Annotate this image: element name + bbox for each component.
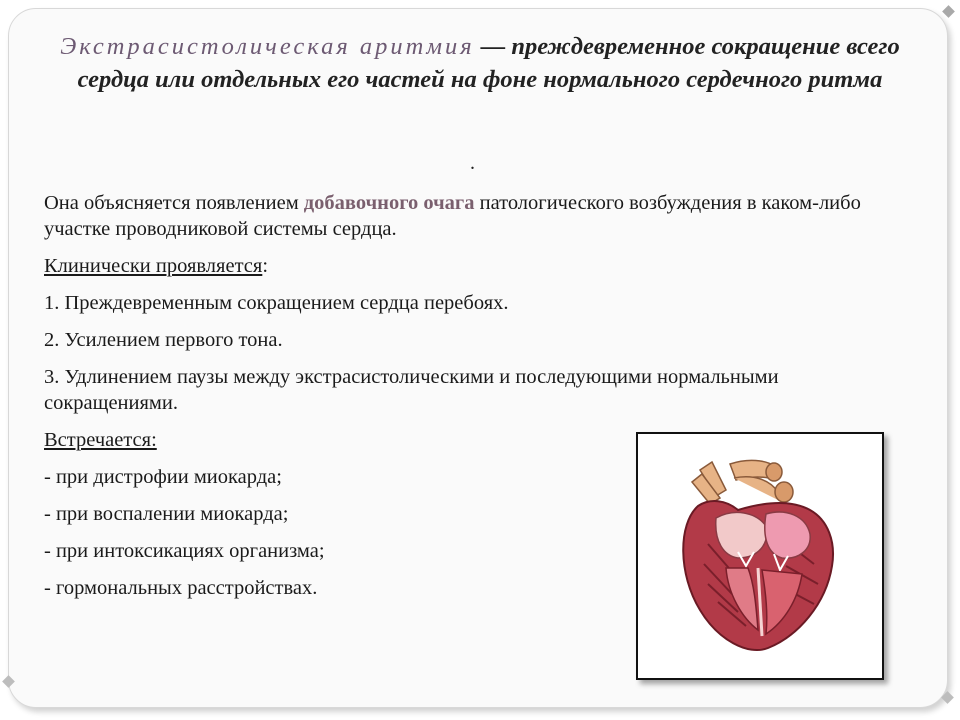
title-definition: преждевременное сокращение всего сердца или отдельных его частей на фоне нормального сердечного ритма xyxy=(77,33,900,93)
list-item: 3. Удлинением паузы между экстрасистолическими и последующими нормальными сокращениями. xyxy=(44,366,779,414)
list-item: 1. Преждевременным сокращением сердца перебоях. xyxy=(44,292,509,314)
condition-item: - при интоксикациях организма; xyxy=(44,540,325,562)
condition-item: - гормональных расстройствах. xyxy=(44,577,318,599)
occurs-label: Встречается: xyxy=(44,429,157,451)
clinical-colon: : xyxy=(262,255,269,277)
slide-title xyxy=(30,30,930,96)
title-dash: — xyxy=(474,33,512,60)
intro-text-end: патологического возбуждения в каком-либо участке проводниковой системы сердца. xyxy=(44,192,861,240)
title-accent: Экстрасистолическая аритмия xyxy=(60,33,475,60)
condition-item: - при воспалении миокарда; xyxy=(44,503,289,525)
condition-item: - при дистрофии миокарда; xyxy=(44,466,282,488)
corner-diamond-icon xyxy=(942,5,955,18)
separator-dot: . xyxy=(470,152,475,174)
clinical-heading xyxy=(44,253,894,279)
intro-text: Она объясняется появлением xyxy=(44,192,304,214)
clinical-label: Клинически проявляется xyxy=(44,255,263,277)
list-item: 2. Усилением первого тона. xyxy=(44,329,283,351)
intro-paragraph xyxy=(44,190,894,242)
heart-illustration-frame xyxy=(636,432,884,680)
heart-anatomy-icon xyxy=(638,434,882,678)
intro-highlight: добавочного очага xyxy=(303,192,475,214)
